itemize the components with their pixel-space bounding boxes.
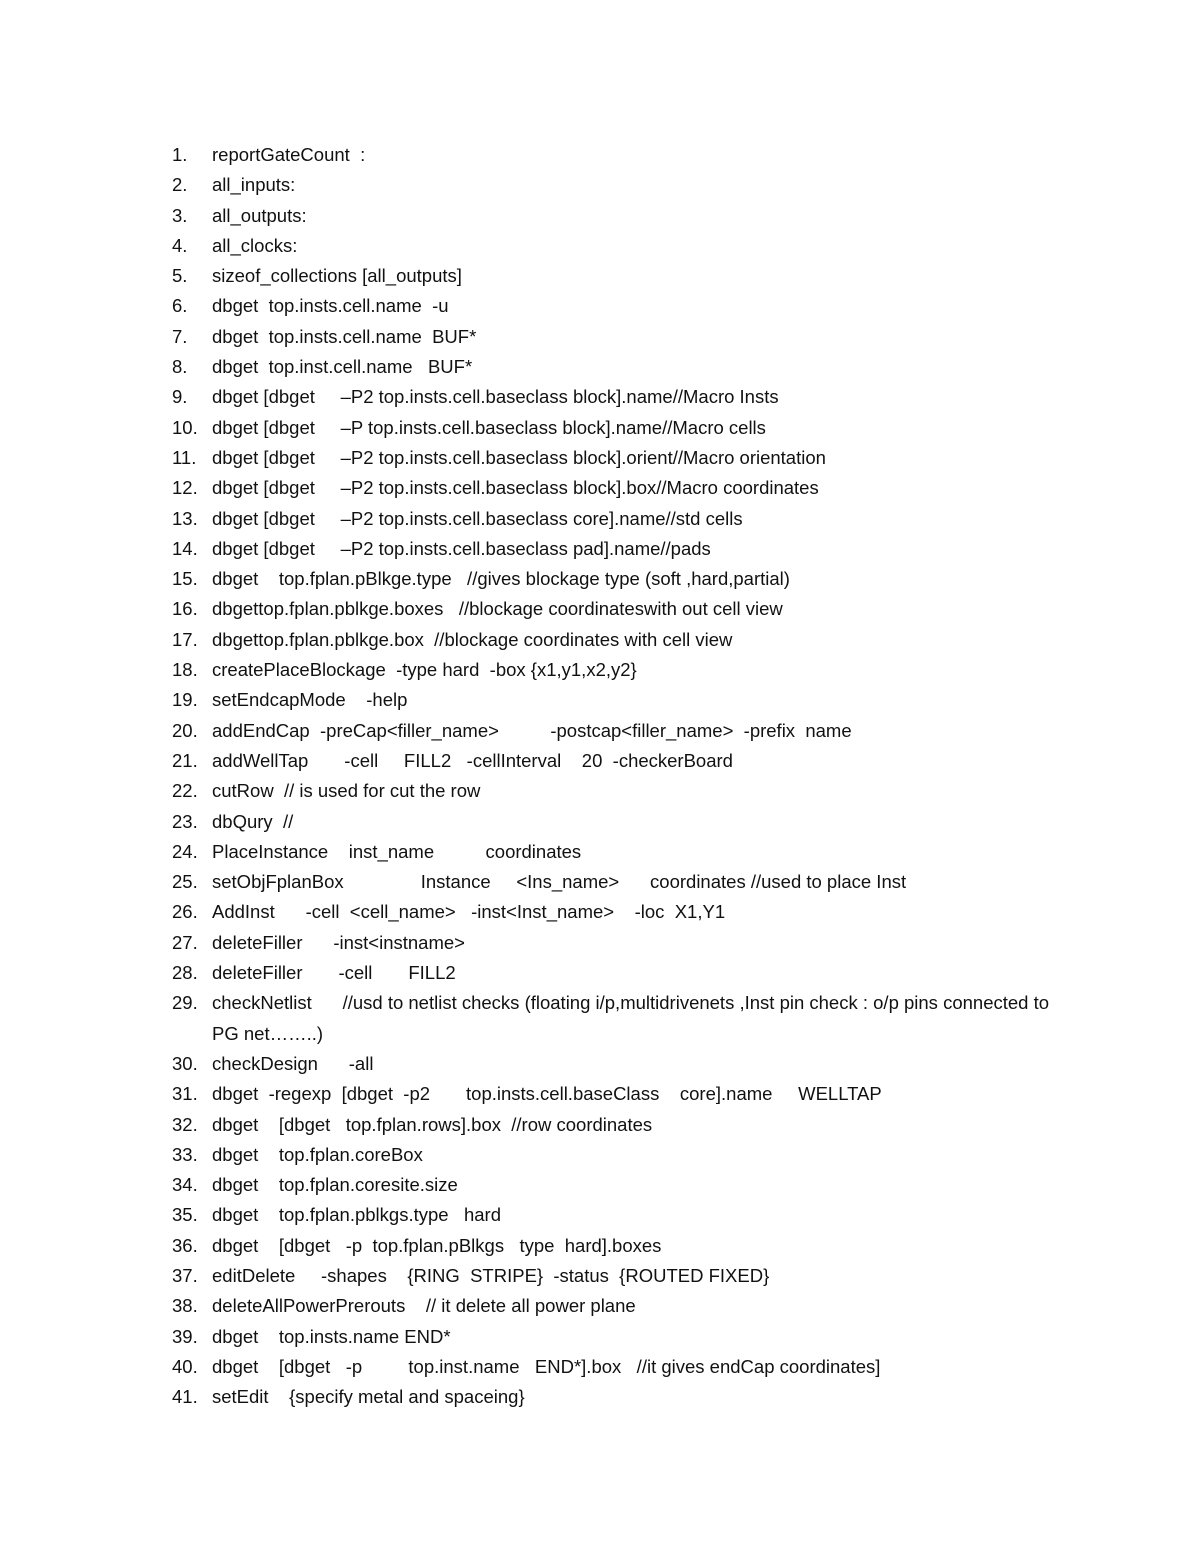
list-item	[172, 291, 1052, 321]
item-number: 21.	[172, 749, 198, 771]
item-text: dbget [dbget top.fplan.rows].box //row coordinates	[212, 1113, 653, 1135]
item-number: 5.	[172, 265, 188, 287]
item-number: 39.	[172, 1325, 198, 1347]
item-number: 34.	[172, 1174, 198, 1196]
list-item	[172, 140, 1052, 170]
item-number: 10.	[172, 416, 198, 438]
list-item	[172, 625, 1052, 655]
item-number: 19.	[172, 689, 198, 711]
list-item	[172, 352, 1052, 382]
item-number: 23.	[172, 810, 198, 832]
item-number: 22.	[172, 780, 198, 802]
item-number: 35.	[172, 1204, 198, 1226]
item-text: dbget [dbget –P2 top.insts.cell.baseclass block].orient//Macro orientation	[212, 446, 826, 468]
item-text: dbget [dbget -p top.fplan.pBlkgs type hard].boxes	[212, 1234, 662, 1256]
item-number: 31.	[172, 1083, 198, 1105]
item-text: dbgettop.fplan.pblkge.boxes //blockage coordinateswith out cell view	[212, 598, 783, 620]
list-item	[172, 1261, 1052, 1291]
list-item	[172, 655, 1052, 685]
list-item	[172, 928, 1052, 958]
list-item	[172, 564, 1052, 594]
item-number: 41.	[172, 1386, 198, 1408]
item-text: setObjFplanBox Instance <Ins_name> coordinates //used to place Inst	[212, 871, 907, 893]
item-text: dbQury //	[212, 810, 294, 832]
list-item	[172, 1049, 1052, 1079]
item-number: 13.	[172, 507, 198, 529]
item-text: addWellTap -cell FILL2 -cellInterval 20 -checkerBoard	[212, 749, 733, 771]
item-number: 2.	[172, 174, 188, 196]
item-number: 6.	[172, 295, 188, 317]
item-text: addEndCap -preCap<filler_name> -postcap<filler_name> -prefix name	[212, 719, 852, 741]
list-item	[172, 231, 1052, 261]
list-item	[172, 322, 1052, 352]
list-item	[172, 837, 1052, 867]
item-number: 27.	[172, 931, 198, 953]
item-text: dbget -regexp [dbget -p2 top.insts.cell.baseClass core].name WELLTAP	[212, 1083, 882, 1105]
item-number: 4.	[172, 234, 188, 256]
item-number: 20.	[172, 719, 198, 741]
list-item	[172, 1140, 1052, 1170]
item-text: all_inputs:	[212, 174, 296, 196]
item-text: checkNetlist //usd to netlist checks (floating i/p,multidrivenets ,Inst pin check : o/p pins connected to PG net……..)	[212, 992, 1055, 1044]
item-text: dbgettop.fplan.pblkge.box //blockage coordinates with cell view	[212, 628, 733, 650]
item-text: dbget [dbget –P2 top.insts.cell.baseclass block].name//Macro Insts	[212, 386, 779, 408]
item-text: dbget [dbget –P2 top.insts.cell.baseclass core].name//std cells	[212, 507, 743, 529]
item-number: 25.	[172, 871, 198, 893]
item-text: dbget [dbget –P2 top.insts.cell.baseclass pad].name//pads	[212, 537, 711, 559]
list-item	[172, 1231, 1052, 1261]
item-text: dbget top.fplan.coresite.size	[212, 1174, 458, 1196]
item-text: reportGateCount :	[212, 144, 366, 165]
item-text: dbget [dbget –P2 top.insts.cell.baseclass block].box//Macro coordinates	[212, 477, 819, 499]
list-item	[172, 746, 1052, 776]
list-item	[172, 988, 1055, 1049]
item-number: 1.	[172, 144, 188, 165]
item-number: 29.	[172, 992, 198, 1014]
item-text: deleteFiller -cell FILL2	[212, 962, 456, 984]
item-number: 33.	[172, 1143, 198, 1165]
list-item	[172, 504, 1052, 534]
item-text: dbget top.insts.cell.name -u	[212, 295, 449, 317]
item-text: dbget top.insts.name END*	[212, 1325, 451, 1347]
item-number: 18.	[172, 659, 198, 681]
item-text: all_outputs:	[212, 204, 307, 226]
item-text: dbget top.inst.cell.name BUF*	[212, 356, 473, 378]
list-item	[172, 413, 1052, 443]
item-number: 30.	[172, 1052, 198, 1074]
item-text: dbget top.fplan.pblkgs.type hard	[212, 1204, 501, 1226]
item-number: 37.	[172, 1264, 198, 1286]
item-number: 12.	[172, 477, 198, 499]
item-text: dbget top.insts.cell.name BUF*	[212, 325, 477, 347]
list-item	[172, 443, 1052, 473]
item-text: checkDesign -all	[212, 1052, 374, 1074]
item-number: 28.	[172, 962, 198, 984]
list-item	[172, 867, 1052, 897]
item-text: AddInst -cell <cell_name> -inst<Inst_name> -loc X1,Y1	[212, 901, 726, 923]
item-number: 40.	[172, 1355, 198, 1377]
item-number: 17.	[172, 628, 198, 650]
item-number: 26.	[172, 901, 198, 923]
list-item	[172, 807, 1052, 837]
list-item	[172, 1352, 1052, 1382]
item-text: all_clocks:	[212, 234, 298, 256]
item-number: 36.	[172, 1234, 198, 1256]
list-item	[172, 1291, 1052, 1321]
list-item	[172, 1382, 1052, 1412]
item-number: 16.	[172, 598, 198, 620]
item-number: 15.	[172, 568, 198, 590]
item-text: PlaceInstance inst_name coordinates	[212, 840, 582, 862]
list-item	[172, 1170, 1052, 1200]
list-item	[172, 201, 1052, 231]
list-item	[172, 716, 1052, 746]
item-number: 9.	[172, 386, 188, 408]
list-item	[172, 473, 1052, 503]
item-text: sizeof_collections [all_outputs]	[212, 265, 462, 287]
item-text: dbget top.fplan.pBlkge.type //gives blockage type (soft ,hard,partial)	[212, 568, 790, 590]
item-number: 32.	[172, 1113, 198, 1135]
item-text: setEndcapMode -help	[212, 689, 408, 711]
item-number: 38.	[172, 1295, 198, 1317]
item-text: dbget [dbget -p top.inst.name END*].box //it gives endCap coordinates]	[212, 1355, 881, 1377]
item-number: 7.	[172, 325, 188, 347]
list-item	[172, 776, 1052, 806]
list-item	[172, 1079, 1052, 1109]
item-text: deleteAllPowerPrerouts // it delete all power plane	[212, 1295, 636, 1317]
list-item	[172, 1322, 1052, 1352]
list-item	[172, 958, 1052, 988]
list-item	[172, 1200, 1052, 1230]
list-item	[172, 261, 1052, 291]
list-item	[172, 382, 1052, 412]
item-number: 24.	[172, 840, 198, 862]
command-list	[172, 140, 1055, 1412]
list-item	[172, 1110, 1052, 1140]
list-item	[172, 170, 1052, 200]
item-text: dbget [dbget –P top.insts.cell.baseclass block].name//Macro cells	[212, 416, 766, 438]
list-item	[172, 897, 1052, 927]
item-number: 8.	[172, 356, 188, 378]
item-text: createPlaceBlockage -type hard -box {x1,y1,x2,y2}	[212, 659, 637, 681]
list-item	[172, 594, 1052, 624]
item-text: setEdit {specify metal and spaceing}	[212, 1386, 525, 1408]
item-text: editDelete -shapes {RING STRIPE} -status {ROUTED FIXED}	[212, 1264, 770, 1286]
item-text: dbget top.fplan.coreBox	[212, 1143, 423, 1165]
item-text: deleteFiller -inst<instname>	[212, 931, 465, 953]
item-number: 3.	[172, 204, 188, 226]
item-number: 14.	[172, 537, 198, 559]
list-item	[172, 534, 1052, 564]
list-item	[172, 685, 1052, 715]
item-text: cutRow // is used for cut the row	[212, 780, 481, 802]
item-number: 11.	[172, 446, 197, 468]
